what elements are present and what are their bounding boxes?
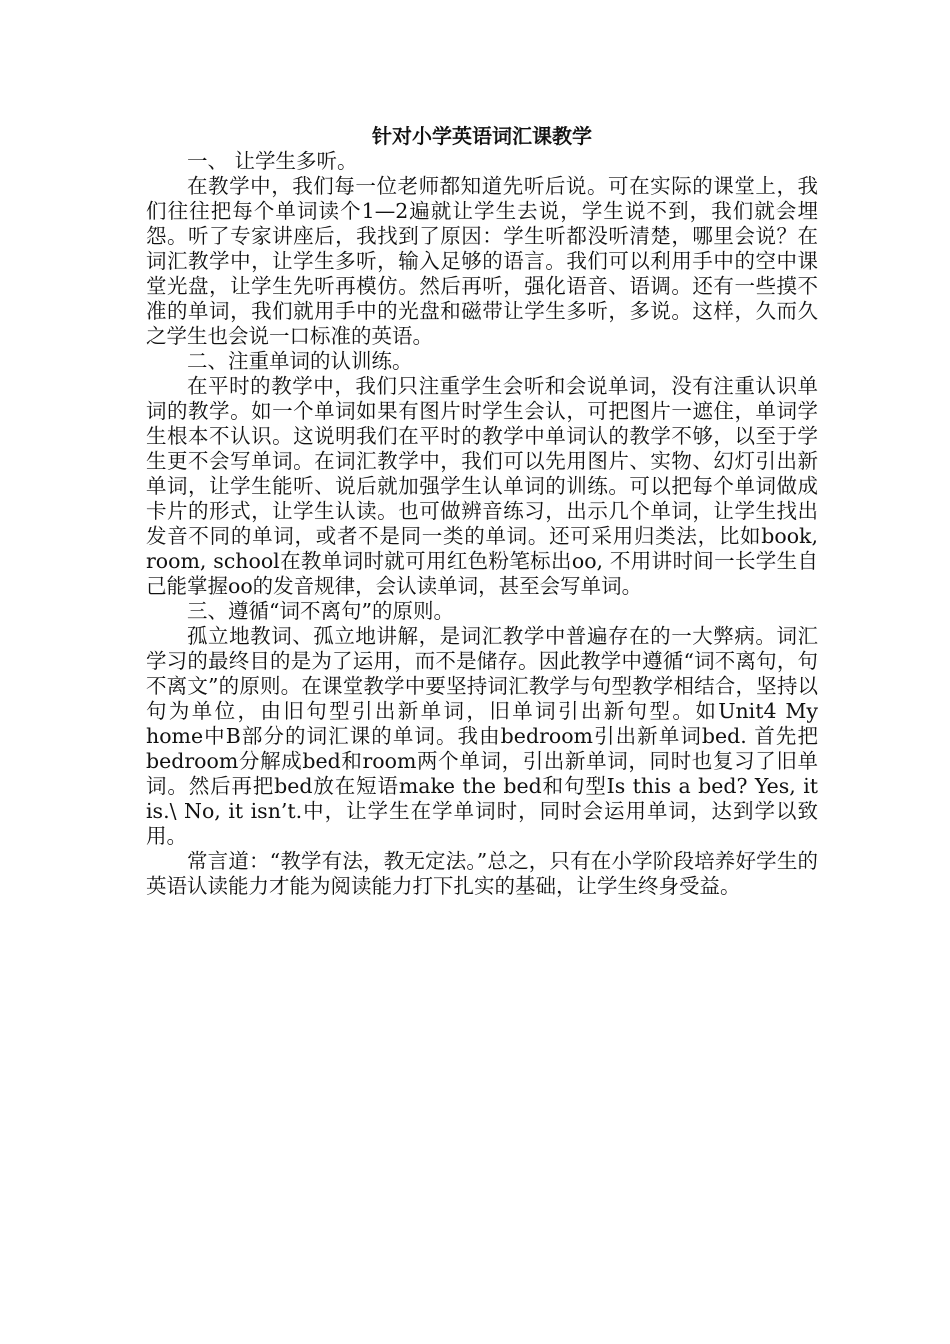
section-1-heading: 一、 让学生多听。 bbox=[187, 149, 358, 173]
section-3-heading: 三、遵循“词不离句”的原则。 bbox=[187, 599, 454, 623]
section-3-body: 孤立地教词、孤立地讲解，是词汇教学中普遍存在的一大弊病。词汇学习的最终目的是为了运用，而不是储存。因此教学中遵循“词不离句，句不离文”的原则。在课堂教学中要坚持词汇教学与句型教学相结合，坚持以句为单位，由旧句型引出新单词，旧单词引出新句型。如Unit4 My home中B部分的词汇课的单词。我由bedroom引出新单词bed. 首先把bedroom分解成bed和room两个单词，引出新单词，同时也复习了旧单词。然后再把bed放在短语make the bed和句型Is this a bed? Yes, it is.\ No, it isn’t.中，让学生在学单词时，同时会运用单词，达到学以致用。 bbox=[146, 624, 818, 848]
conclusion-paragraph: 常言道：“教学有法，教无定法。”总之，只有在小学阶段培养好学生的英语认读能力才能为阅读能力打下扎实的基础，让学生终身受益。 bbox=[146, 849, 818, 898]
section-2-heading: 二、注重单词的认训练。 bbox=[187, 349, 413, 373]
document-page bbox=[146, 124, 818, 899]
section-1-body: 在教学中，我们每一位老师都知道先听后说。可在实际的课堂上，我们往往把每个单词读个1—2遍就让学生去说，学生说不到，我们就会埋怨。听了专家讲座后，我找到了原因：学生听都没听清楚，哪里会说？在词汇教学中，让学生多听，输入足够的语言。我们可以利用手中的空中课堂光盘，让学生先听再模仿。然后再听，强化语音、语调。还有一些摸不准的单词，我们就用手中的光盘和磁带让学生多听，多说。这样，久而久之学生也会说一口标准的英语。 bbox=[146, 174, 818, 348]
document-title: 针对小学英语词汇课教学 bbox=[372, 124, 592, 148]
section-2-body: 在平时的教学中，我们只注重学生会听和会说单词，没有注重认识单词的教学。如一个单词如果有图片时学生会认，可把图片一遮住，单词学生根本不认识。这说明我们在平时的教学中单词认的教学不够，以至于学生更不会写单词。在词汇教学中，我们可以先用图片、实物、幻灯引出新单词，让学生能听、说后就加强学生认单词的训练。可以把每个单词做成卡片的形式，让学生认读。也可做辨音练习，出示几个单词，让学生找出发音不同的单词，或者不是同一类的单词。还可采用归类法，比如book, room, school在教单词时就可用红色粉笔标出oo, 不用讲时间一长学生自己能掌握oo的发音规律，会认读单词，甚至会写单词。 bbox=[146, 374, 818, 598]
